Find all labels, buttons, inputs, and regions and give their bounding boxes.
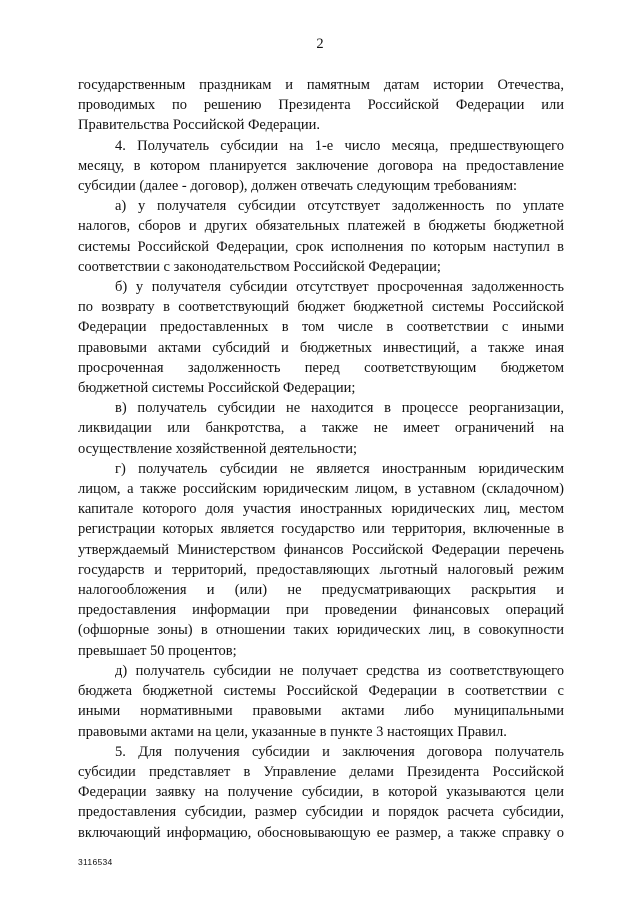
- text-line: государств и территорий, предоставляющих льготный налоговый режим: [78, 561, 564, 578]
- text-line: предоставления информации при проведении финансовых операций: [78, 602, 564, 619]
- text-line: осуществление хозяйственной деятельности;: [78, 440, 358, 457]
- text-line: правовыми актами на цели, указанные в пункте 3 настоящих Правил.: [78, 723, 507, 740]
- text-line: системы Российской Федерации, срок исполнения по которым наступил в: [78, 238, 564, 255]
- text-line: 4. Получатель субсидии на 1-е число месяца, предшествующего: [115, 137, 564, 154]
- text-line: по возврату в соответствующий бюджет бюджетной системы Российской: [78, 299, 564, 316]
- text-line: (офшорные зоны) в отношении таких юридических лиц, в совокупности: [78, 622, 564, 639]
- text-line: г) получатель субсидии не является иностранным юридическим: [115, 460, 564, 477]
- text-line: налогообложения и (или) не предусматривающих раскрытия и: [78, 582, 564, 599]
- text-line: месяцу, в котором планируется заключение договора на предоставление: [78, 157, 564, 174]
- paragraph-holidays: [78, 75, 564, 136]
- text-line: включающий информацию, обосновывающую ее размер, а также справку о: [78, 824, 564, 841]
- paragraph-4b: [78, 277, 564, 398]
- document-id: 3116534: [78, 857, 113, 867]
- text-line: ликвидации или банкротства, а также не имеет ограничений на: [78, 420, 564, 437]
- text-line: Федерации предоставленных в том числе в соответствии с иными: [78, 319, 564, 336]
- page-number: 2: [316, 36, 324, 52]
- text-line: д) получатель субсидии не получает средства из соответствующего: [115, 662, 564, 679]
- text-line: Правительства Российской Федерации.: [78, 117, 321, 134]
- text-line: соответствии с законодательством Российской Федерации;: [78, 258, 441, 275]
- text-line: в) получатель субсидии не находится в процессе реорганизации,: [115, 400, 564, 417]
- document-body: [78, 75, 564, 843]
- paragraph-4d: [78, 661, 564, 742]
- paragraph-4g: [78, 459, 564, 661]
- paragraph-4: [78, 136, 564, 197]
- paragraph-5: [78, 742, 564, 843]
- text-line: государственным праздникам и памятным датам истории Отечества,: [78, 77, 564, 93]
- text-line: бюджетной системы Российской Федерации;: [78, 380, 356, 397]
- text-line: просроченная задолженность перед соответствующим бюджетом: [78, 359, 564, 376]
- text-line: проводимых по решению Президента Российской Федерации или: [78, 97, 564, 114]
- text-line: правовыми актами субсидий и бюджетных инвестиций, а также иная: [78, 339, 564, 356]
- text-line: субсидии представляет в Управление делами Президента Российской: [78, 763, 564, 780]
- text-line: б) у получателя субсидии отсутствует просроченная задолженность: [115, 279, 564, 296]
- text-line: иными нормативными правовыми актами либо муниципальными: [78, 703, 564, 720]
- text-line: капитале которого доля участия иностранных юридических лиц, местом: [78, 501, 564, 518]
- text-line: превышает 50 процентов;: [78, 642, 237, 659]
- text-line: Федерации заявку на получение субсидии, в которой указываются цели: [78, 784, 564, 801]
- text-line: регистрации которых является государство или территория, включенные в: [78, 521, 564, 538]
- paragraph-4v: [78, 398, 564, 459]
- text-line: налогов, сборов и других обязательных платежей в бюджеты бюджетной: [78, 218, 564, 235]
- paragraph-4a: [78, 196, 564, 277]
- text-line: бюджета бюджетной системы Российской Федерации в соответствии с: [78, 683, 564, 700]
- text-line: субсидии (далее - договор), должен отвечать следующим требованиям:: [78, 178, 518, 195]
- text-line: лицом, а также российским юридическим лицом, в уставном (складочном): [78, 481, 564, 498]
- text-line: а) у получателя субсидии отсутствует задолженность по уплате: [115, 198, 564, 215]
- text-line: 5. Для получения субсидии и заключения договора получатель: [115, 743, 564, 760]
- text-line: предоставления субсидии, размер субсидии и порядок расчета субсидии,: [78, 804, 564, 821]
- text-line: утверждаемый Министерством финансов Российской Федерации перечень: [78, 541, 564, 558]
